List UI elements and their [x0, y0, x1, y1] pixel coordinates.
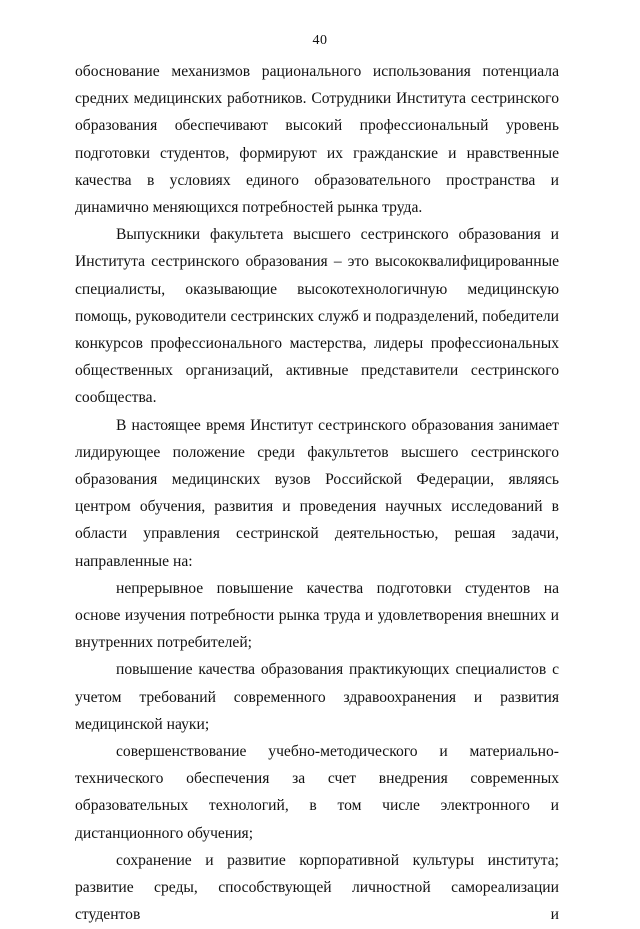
page-number: 40 — [312, 33, 328, 48]
paragraph-task-education: повышение качества образования практикующих специалистов с учетом требований современного здравоохранения и развития медицинской науки; — [75, 661, 559, 733]
paragraph-continuation: обоснование механизмов рационального использования потенциала средних медицинских работников. Сотрудники Института сестринского образования обеспечивают высокий профессиональный уровень подготовки студентов, формируют их гражданские и нравственные качества в условиях единого образовательного пространства и динамично меняющихся потребностей рынка труда. — [75, 63, 559, 217]
paragraph-institute-position: В настоящее время Институт сестринского образования занимает лидирующее положение среди факультетов высшего сестринского образования медицинских вузов Российской Федерации, являясь центром обучения, развития и проведения научных исследований в области управления сестринской деятельностью, решая задачи, направленные на: — [75, 416, 559, 570]
document-body — [75, 58, 559, 929]
paragraph-task-methodology: совершенствование учебно-методического и материально-технического обеспечения за счет внедрения современных образовательных технологий, в том числе электронного и дистанционного обучения; — [75, 743, 559, 842]
paragraph-task-culture: сохранение и развитие корпоративной культуры института; развитие среды, способствующей личностной самореализации студентов и — [75, 851, 559, 924]
paragraph-task-quality: непрерывное повышение качества подготовки студентов на основе изучения потребности рынка труда и удовлетворения внешних и внутренних потребителей; — [75, 579, 559, 652]
paragraph-graduates: Выпускники факультета высшего сестринского образования и Института сестринского образования – это высококвалифицированные специалисты, оказывающие высокотехнологичную медицинскую помощь, руководители сестринских служб и подразделений, победители конкурсов профессионального мастерства, лидеры профессиональных общественных организаций, активные представители сестринского сообщества. — [75, 226, 559, 407]
